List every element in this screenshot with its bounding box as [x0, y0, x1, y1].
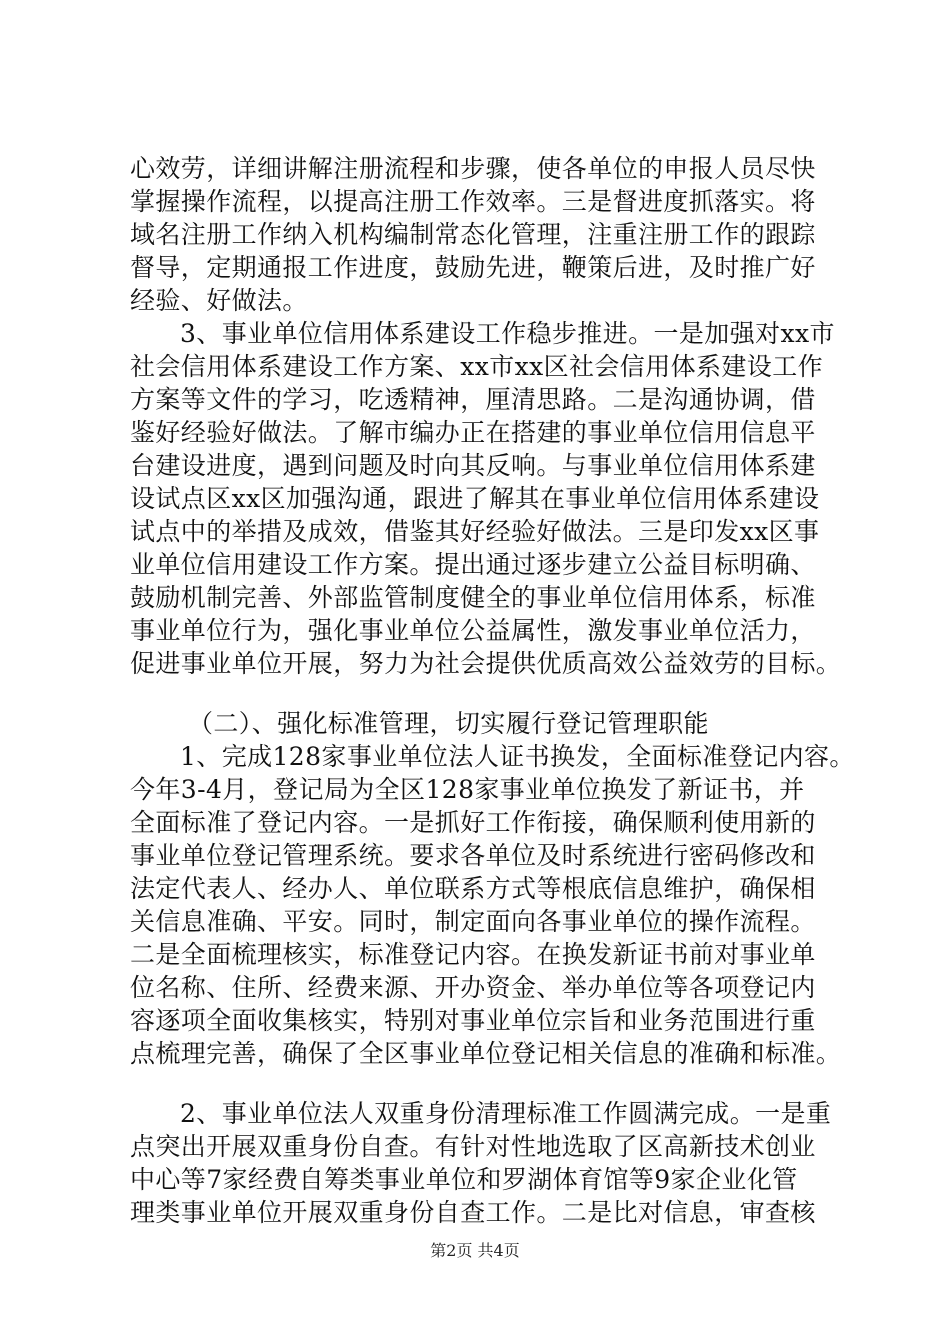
paragraph-dual-identity [130, 1097, 830, 1229]
page-footer: 第2页 共4页 [430, 1241, 520, 1260]
text-line: 督导，定期通报工作进度，鼓励先进，鞭策后进，及时推广好 [130, 253, 816, 282]
text-line: 台建设进度，遇到问题及时向其反响。与事业单位信用体系建 [130, 451, 816, 480]
paragraph-gap [130, 680, 830, 707]
text-line: 全面标准了登记内容。一是抓好工作衔接，确保顺利使用新的 [130, 808, 816, 837]
text-line: 1、完成128家事业单位法人证书换发，全面标准登记内容。 [180, 742, 855, 771]
text-line: 2、事业单位法人双重身份清理标准工作圆满完成。一是重 [180, 1099, 832, 1128]
section-heading: （二）、强化标准管理，切实履行登记管理职能 [188, 709, 709, 738]
text-line: 理类事业单位开展双重身份自查工作。二是比对信息，审查核 [130, 1198, 816, 1227]
text-line: 点梳理完善，确保了全区事业单位登记相关信息的准确和标准。 [130, 1039, 842, 1068]
text-line: 点突出开展双重身份自查。有针对性地选取了区高新技术创业 [130, 1132, 816, 1161]
text-line: 二是全面梳理核实，标准登记内容。在换发新证书前对事业单 [130, 940, 816, 969]
text-line: 试点中的举措及成效，借鉴其好经验好做法。三是印发xx区事 [130, 517, 820, 546]
paragraph-credit-system [130, 317, 842, 680]
text-line: 中心等7家经费自筹类事业单位和罗湖体育馆等9家企业化管 [130, 1165, 798, 1194]
text-line: 掌握操作流程，以提高注册工作效率。三是督进度抓落实。将 [130, 187, 816, 216]
text-line: 事业单位登记管理系统。要求各单位及时系统进行密码修改和 [130, 841, 816, 870]
text-line: 经验、好做法。 [130, 286, 308, 315]
paragraph-gap [130, 1070, 830, 1097]
text-line: 促进事业单位开展，努力为社会提供优质高效公益效劳的目标。 [130, 649, 842, 678]
text-line: 容逐项全面收集核实，特别对事业单位宗旨和业务范围进行重 [130, 1006, 816, 1035]
text-line: 事业单位行为，强化事业单位公益属性，激发事业单位活力， [130, 616, 816, 645]
text-line: 位名称、住所、经费来源、开办资金、举办单位等各项登记内 [130, 973, 816, 1002]
text-line: 关信息准确、平安。同时，制定面向各事业单位的操作流程。 [130, 907, 816, 936]
text-line: 鼓励机制完善、外部监管制度健全的事业单位信用体系，标准 [130, 583, 816, 612]
document-body [130, 152, 855, 1229]
text-line: 业单位信用建设工作方案。提出通过逐步建立公益目标明确、 [130, 550, 816, 579]
text-line: 鉴好经验好做法。了解市编办正在搭建的事业单位信用信息平 [130, 418, 816, 447]
text-line: 3、事业单位信用体系建设工作稳步推进。一是加强对xx市 [180, 319, 835, 348]
paragraph-continuation [130, 152, 830, 317]
paragraph-certificate-renewal [130, 740, 855, 1070]
text-line: 法定代表人、经办人、单位联系方式等根底信息维护，确保相 [130, 874, 816, 903]
text-line: 方案等文件的学习，吃透精神，厘清思路。二是沟通协调，借 [130, 385, 816, 414]
text-line: 社会信用体系建设工作方案、xx市xx区社会信用体系建设工作 [130, 352, 823, 381]
text-line: 今年3-4月，登记局为全区128家事业单位换发了新证书，并 [130, 775, 805, 804]
text-line: 心效劳，详细讲解注册流程和步骤，使各单位的申报人员尽快 [130, 154, 816, 183]
text-line: 设试点区xx区加强沟通，跟进了解其在事业单位信用体系建设 [130, 484, 820, 513]
text-line: 域名注册工作纳入机构编制常态化管理，注重注册工作的跟踪 [130, 220, 816, 249]
